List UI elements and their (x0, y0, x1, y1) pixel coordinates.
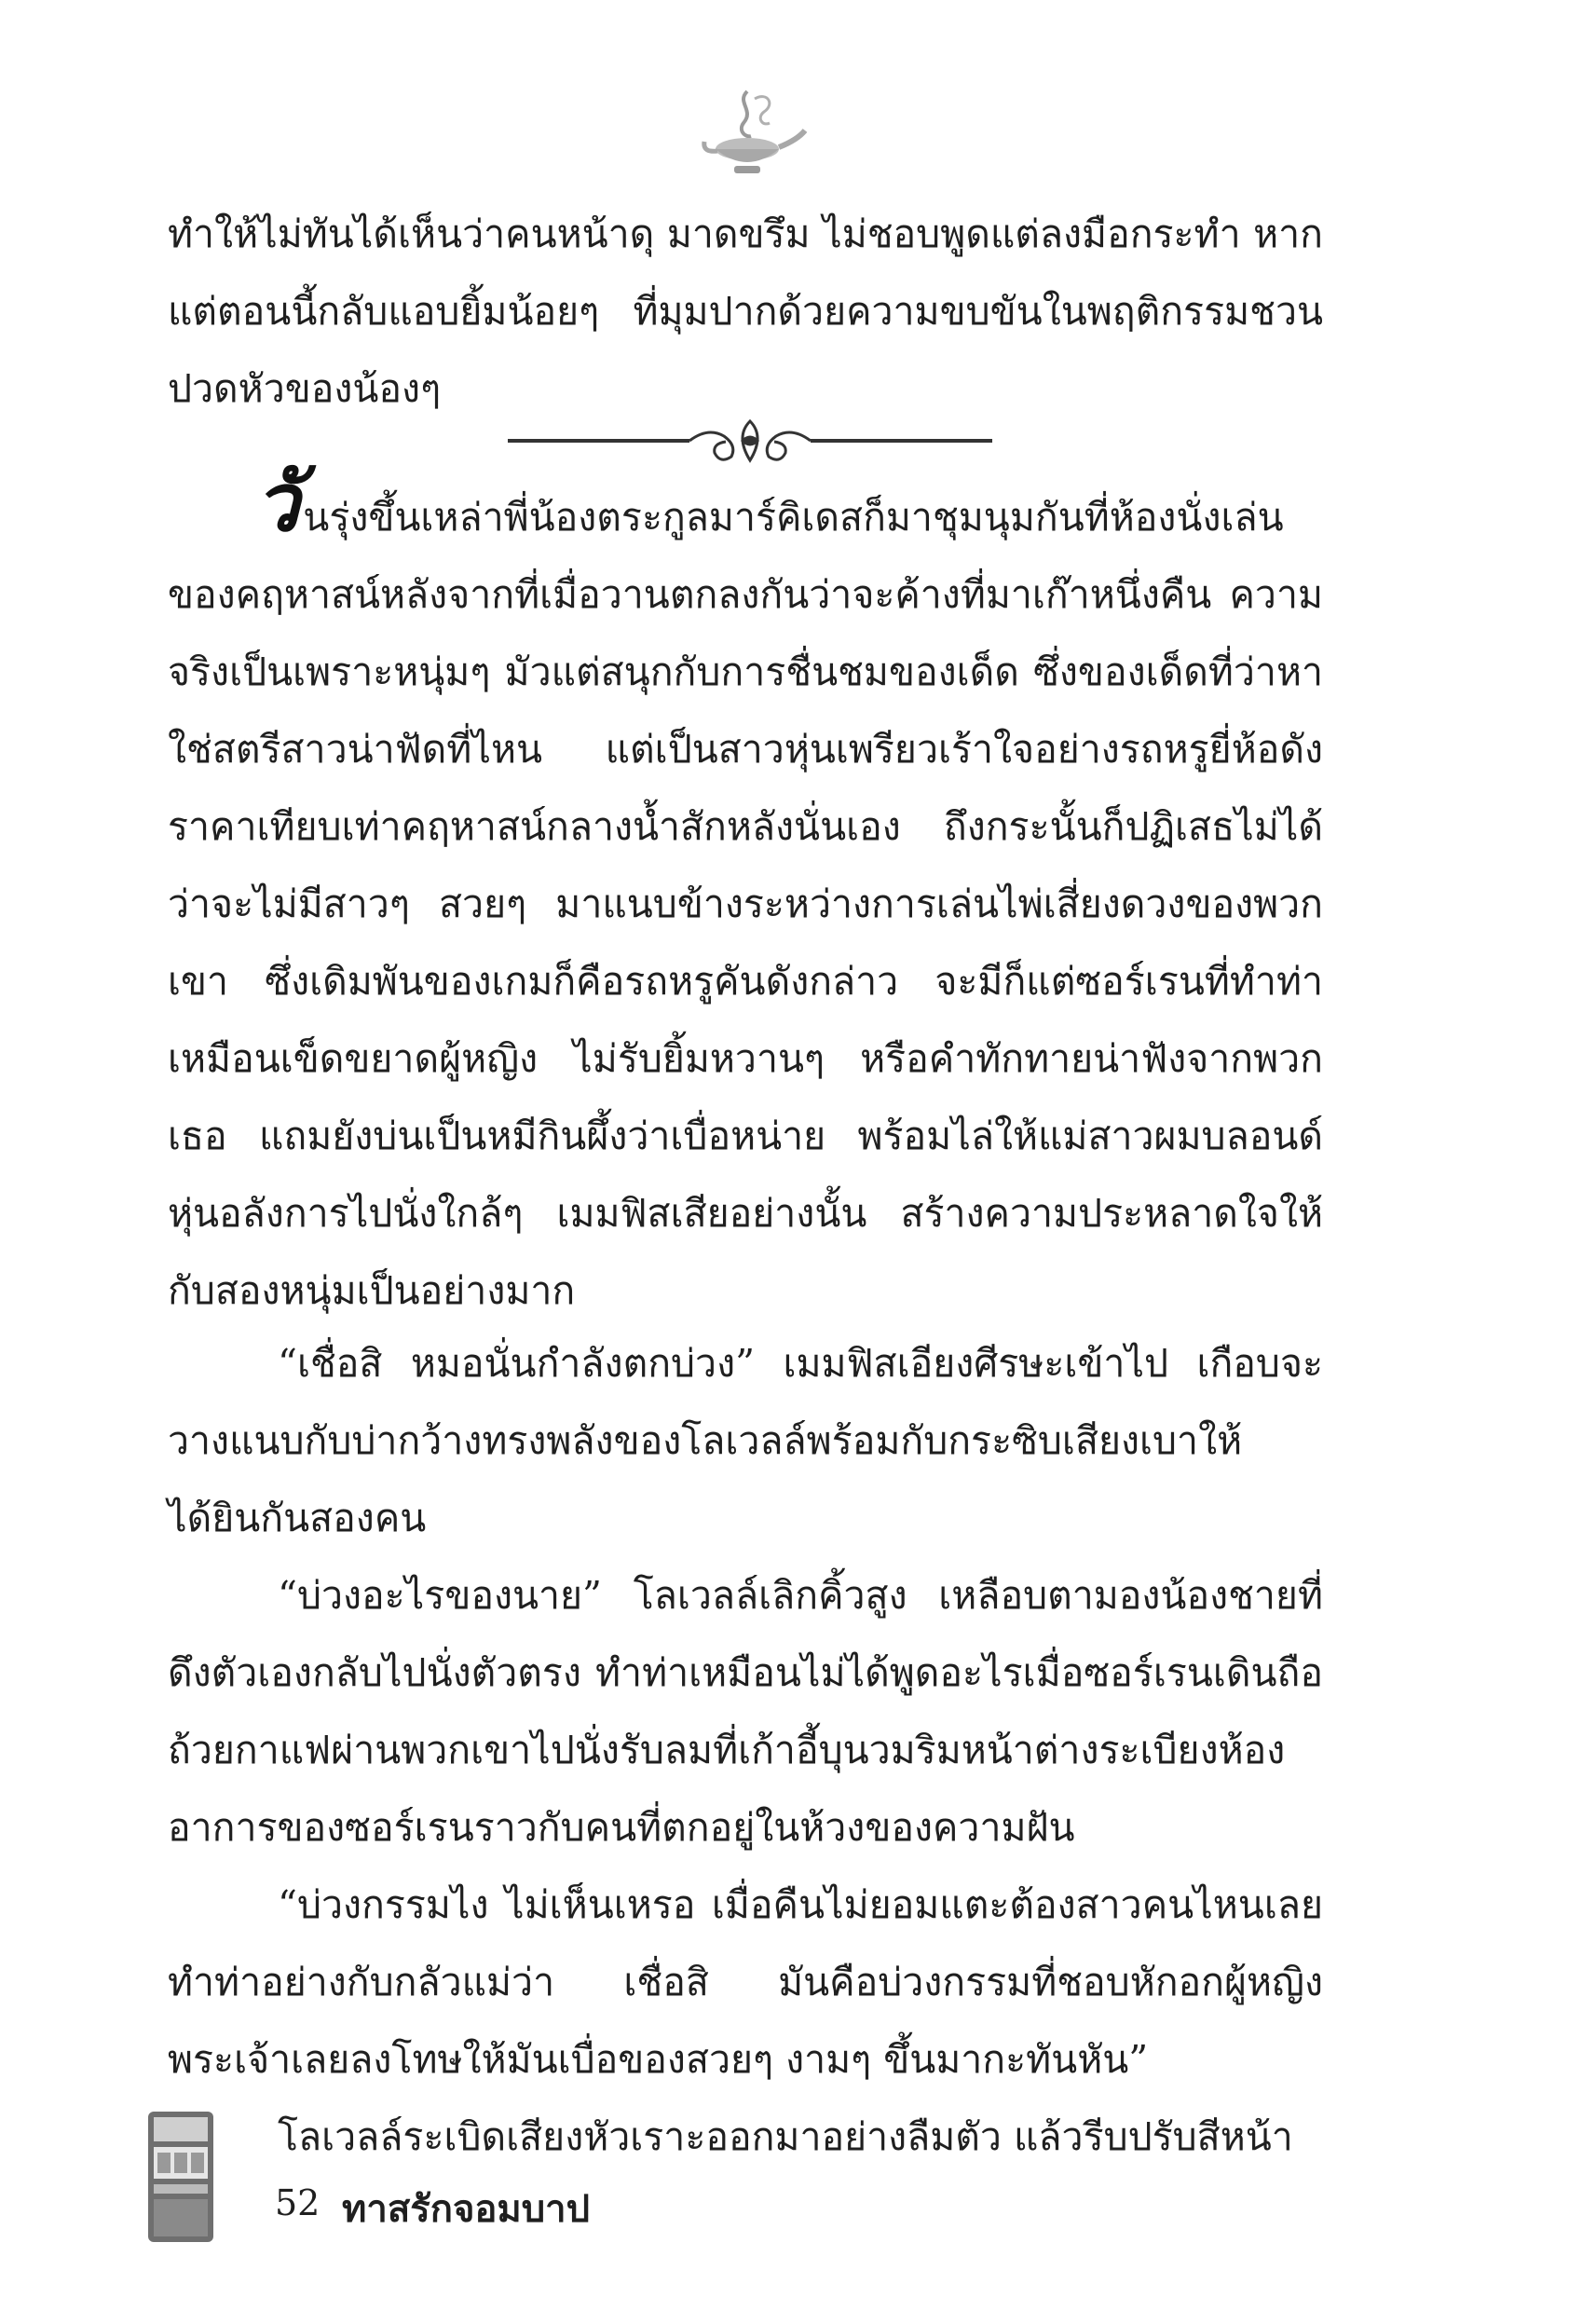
paragraph-5: “บ่วงกรรมไง ไม่เห็นเหรอ เมื่อคืนไม่ยอมแตะต้องสาวคนไหนเลย ทำท่าอย่างกับกลัวแม่ว่า เชื่อสิ มันคือบ่วงกรรมที่ชอบหักอกผู้หญิง พระเจ้าเลยลงโทษให้มันเบื่อของสวยๆ งามๆ ขึ้นมากะทันหัน” (168, 1882, 1323, 2082)
paragraph-1: ทำให้ไม่ทันได้เห็นว่าคนหน้าดุ มาดขรึม ไม่ชอบพูดแต่ลงมือกระทำ หากแต่ตอนนี้กลับแอบยิ้มน้อยๆ ที่มุมปากด้วยความขบขันในพฤติกรรมชวนปวดหัวของน้องๆ (168, 212, 1323, 411)
book-title: ทาสรักจอมบาป (342, 2187, 591, 2231)
paragraph-4: “บ่วงอะไรของนาย” โลเวลล์เลิกคิ้วสูง เหลือบตามองน้องชายที่ดึงตัวเองกลับไปนั่งตัวตรง ทำท่าเหมือนไม่ได้พูดอะไรเมื่อซอร์เรนเดินถือถ้วยกาแฟผ่านพวกเขาไปนั่งรับลมที่เก้าอี้บุนวมริมหน้าต่างระเบียงห้อง อาการของซอร์เรนราวกับคนที่ตกอยู่ในห้วงของความฝัน (168, 1573, 1323, 1850)
paragraph-6: โลเวลล์ระเบิดเสียงหัวเราะออกมาอย่างลืมตัว แล้วรีบปรับสีหน้า (278, 2114, 1293, 2159)
ornamental-divider (508, 408, 992, 473)
paragraph-2-text: นรุ่งขึ้นเหล่าพี่น้องตระกูลมาร์คิเดสก็มาชุมนุมกันที่ห้องนั่งเล่นของคฤหาสน์หลังจากที่เมื่อวานตกลงกันว่าจะค้างที่มาเก๊าหนึ่งคืน ความจริงเป็นเพราะหนุ่มๆ มัวแต่สนุกกับการชื่นชมของเด็ด ซึ่งของเด็ดที่ว่าหาใช่สตรีสาวน่าฟัดที่ไหน แต่เป็นสาวหุ่นเพรียวเร้าใจอย่างรถหรูยี่ห้อดังราคาเทียบเท่าคฤหาสน์กลางน้ำสักหลังนั่นเอง ถึงกระนั้นก็ปฏิเสธไม่ได้ว่าจะไม่มีสาวๆ สวยๆ มาแนบข้างระหว่างการเล่นไพ่เสี่ยงดวงของพวกเขา ซึ่งเดิมพันของเกมก็คือรถหรูคันดังกล่าว จะมีก็แต่ซอร์เรนที่ทำท่าเหมือนเข็ดขยาดผู้หญิง ไม่รับยิ้มหวานๆ หรือคำทักทายน่าฟังจากพวกเธอ แถมยังบ่นเป็นหมีกินผึ้งว่าเบื่อหน่าย พร้อมไล่ให้แม่สาวผมบลอนด์หุ่นอลังการไปนั่งใกล้ๆ เมมฟิสเสียอย่างนั้น สร้างความประหลาดใจให้กับสองหนุ่มเป็นอย่างมาก (168, 495, 1323, 1313)
paragraph-2 (168, 456, 1323, 1330)
drop-cap: วั (254, 456, 300, 550)
genie-lamp-icon (689, 82, 811, 185)
slot-machine-icon (144, 2106, 217, 2246)
page-footer (144, 2106, 703, 2255)
page-number: 52 (275, 2182, 321, 2223)
paragraph-3: “เชื่อสิ หมอนั่นกำลังตกบ่วง” เมมฟิสเอียงศีรษะเข้าไป เกือบจะวางแนบกับบ่ากว้างทรงพลังของโลเวลล์พร้อมกับกระซิบเสียงเบาให้ได้ยินกันสองคน (168, 1341, 1323, 1540)
